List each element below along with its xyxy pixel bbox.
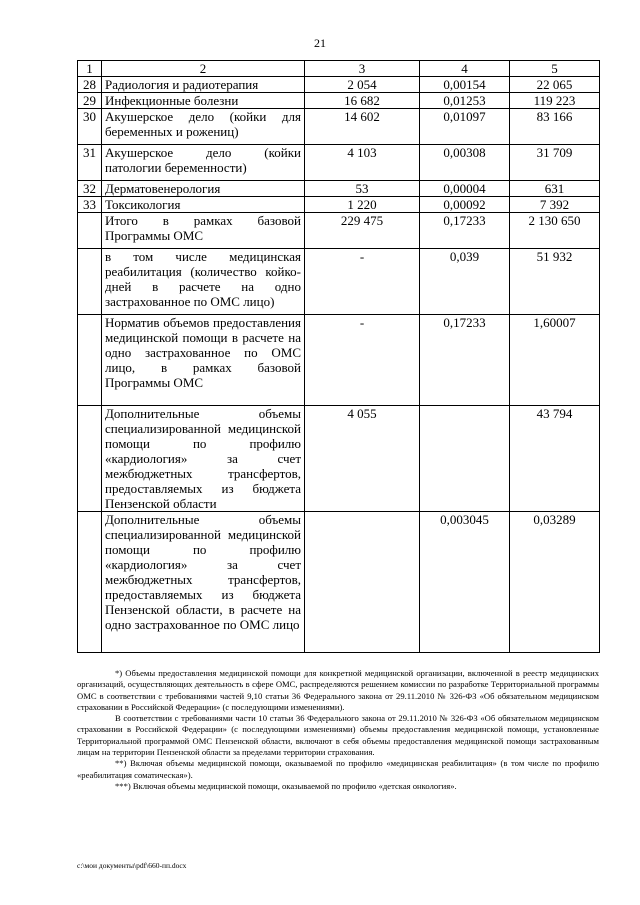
row-name: Дерматовенерология xyxy=(102,181,305,197)
row-name: Дополнительные объемы специализированной медицинской помощи по профилю «кардиология» за счет межбюджетных трансфертов, предоставляемых из бюджета Пензенской области, в расчете на одно застрахованное по ОМС лицо xyxy=(102,512,305,653)
row-number: 29 xyxy=(78,93,102,109)
table-header-row xyxy=(78,61,600,77)
row-value-5: 631 xyxy=(510,181,600,197)
row-value-4 xyxy=(420,406,510,512)
row-name: Радиология и радиотерапия xyxy=(102,77,305,93)
row-number: 30 xyxy=(78,109,102,145)
row-value-5: 0,03289 xyxy=(510,512,600,653)
row-value-3: - xyxy=(305,315,420,406)
table-row xyxy=(78,109,600,145)
row-value-3: 16 682 xyxy=(305,93,420,109)
row-name: Токсикология xyxy=(102,197,305,213)
row-value-4: 0,01253 xyxy=(420,93,510,109)
table-row xyxy=(78,512,600,653)
row-value-4: 0,00154 xyxy=(420,77,510,93)
table-row xyxy=(78,77,600,93)
row-value-5: 31 709 xyxy=(510,145,600,181)
row-value-3: 14 602 xyxy=(305,109,420,145)
row-value-4: 0,00004 xyxy=(420,181,510,197)
row-value-4: 0,17233 xyxy=(420,315,510,406)
table-row xyxy=(78,315,600,406)
table-row xyxy=(78,181,600,197)
header-cell: 1 xyxy=(78,61,102,77)
header-cell: 2 xyxy=(102,61,305,77)
row-value-4: 0,00308 xyxy=(420,145,510,181)
table-row xyxy=(78,93,600,109)
page-number: 21 xyxy=(314,36,326,50)
footnote: В соответствии с требованиями части 10 статьи 36 Федерального закона от 29.11.2010 № 326-ФЗ «Об обязательном медицинском страховании в Российской Федерации» (с последующими изменениями) объемы предоставления медицинской помощи, установленные Территориальной программой ОМС Пензенской области, включают в себя объемы предоставления медицинской помощи застрахованным лицам на территории Пензенской области за пределами территории страхования. xyxy=(77,713,599,758)
row-number: 32 xyxy=(78,181,102,197)
row-value-3: 229 475 xyxy=(305,213,420,249)
row-number xyxy=(78,213,102,249)
row-value-4: 0,17233 xyxy=(420,213,510,249)
row-number xyxy=(78,315,102,406)
footnote: ***) Включая объемы медицинской помощи, оказываемой по профилю «детская онкология». xyxy=(115,780,457,791)
footnote: *) Объемы предоставления медицинской помощи для конкретной медицинской организации, включенной в реестр медицинских организаций, осуществляющих деятельность в сфере ОМС, распределяются решением комиссии по разработке Территориальной программы ОМС в соответствии с требованиями частей 9,10 статьи 36 Федерального закона от 29.11.2010 № 326-ФЗ «Об обязательном медицинском страховании в Российской Федерации» (с последующими изменениями). xyxy=(77,668,599,712)
row-name: Норматив объемов предоставления медицинской помощи в расчете на одно застрахованное по ОМС лицо, в рамках базовой Программы ОМС xyxy=(102,315,305,406)
row-value-5: 51 932 xyxy=(510,249,600,315)
row-value-5: 22 065 xyxy=(510,77,600,93)
row-value-4: 0,003045 xyxy=(420,512,510,653)
row-value-5: 2 130 650 xyxy=(510,213,600,249)
document-path: c:\мои документы\pdf\660-пп.docx xyxy=(77,861,187,870)
row-name: Акушерское дело (койки патологии беременности) xyxy=(102,145,305,181)
row-number xyxy=(78,512,102,653)
table-row xyxy=(78,249,600,315)
row-name: Итого в рамках базовой Программы ОМС xyxy=(102,213,305,249)
row-value-4: 0,01097 xyxy=(420,109,510,145)
row-number xyxy=(78,406,102,512)
row-value-5: 43 794 xyxy=(510,406,600,512)
header-cell: 5 xyxy=(510,61,600,77)
row-value-3: 53 xyxy=(305,181,420,197)
row-name: Инфекционные болезни xyxy=(102,93,305,109)
footnote: **) Включая объемы медицинской помощи, оказываемой по профилю «медицинская реабилитация» (в том числе по профилю «реабилитация соматическая»). xyxy=(77,758,599,780)
row-value-3: 4 055 xyxy=(305,406,420,512)
row-name: Дополнительные объемы специализированной медицинской помощи по профилю «кардиология» за счет межбюджетных трансфертов, предоставляемых из бюджета Пензенской области xyxy=(102,406,305,512)
table-row xyxy=(78,406,600,512)
hospital-volumes-table xyxy=(77,60,600,653)
row-value-5: 7 392 xyxy=(510,197,600,213)
row-number xyxy=(78,249,102,315)
row-value-3: 4 103 xyxy=(305,145,420,181)
row-number: 28 xyxy=(78,77,102,93)
table-row xyxy=(78,145,600,181)
row-number: 33 xyxy=(78,197,102,213)
row-value-5: 1,60007 xyxy=(510,315,600,406)
row-value-5: 83 166 xyxy=(510,109,600,145)
footnotes xyxy=(77,668,599,792)
row-name: Акушерское дело (койки для беременных и рожениц) xyxy=(102,109,305,145)
table-row xyxy=(78,213,600,249)
row-value-4: 0,039 xyxy=(420,249,510,315)
row-value-3: - xyxy=(305,249,420,315)
table-row xyxy=(78,197,600,213)
header-cell: 3 xyxy=(305,61,420,77)
row-value-4: 0,00092 xyxy=(420,197,510,213)
row-value-5: 119 223 xyxy=(510,93,600,109)
row-value-3 xyxy=(305,512,420,653)
row-number: 31 xyxy=(78,145,102,181)
row-value-3: 2 054 xyxy=(305,77,420,93)
row-name: в том числе медицинская реабилитация (количество койко-дней в расчете на одно застрахованное по ОМС лицо) xyxy=(102,249,305,315)
header-cell: 4 xyxy=(420,61,510,77)
row-value-3: 1 220 xyxy=(305,197,420,213)
